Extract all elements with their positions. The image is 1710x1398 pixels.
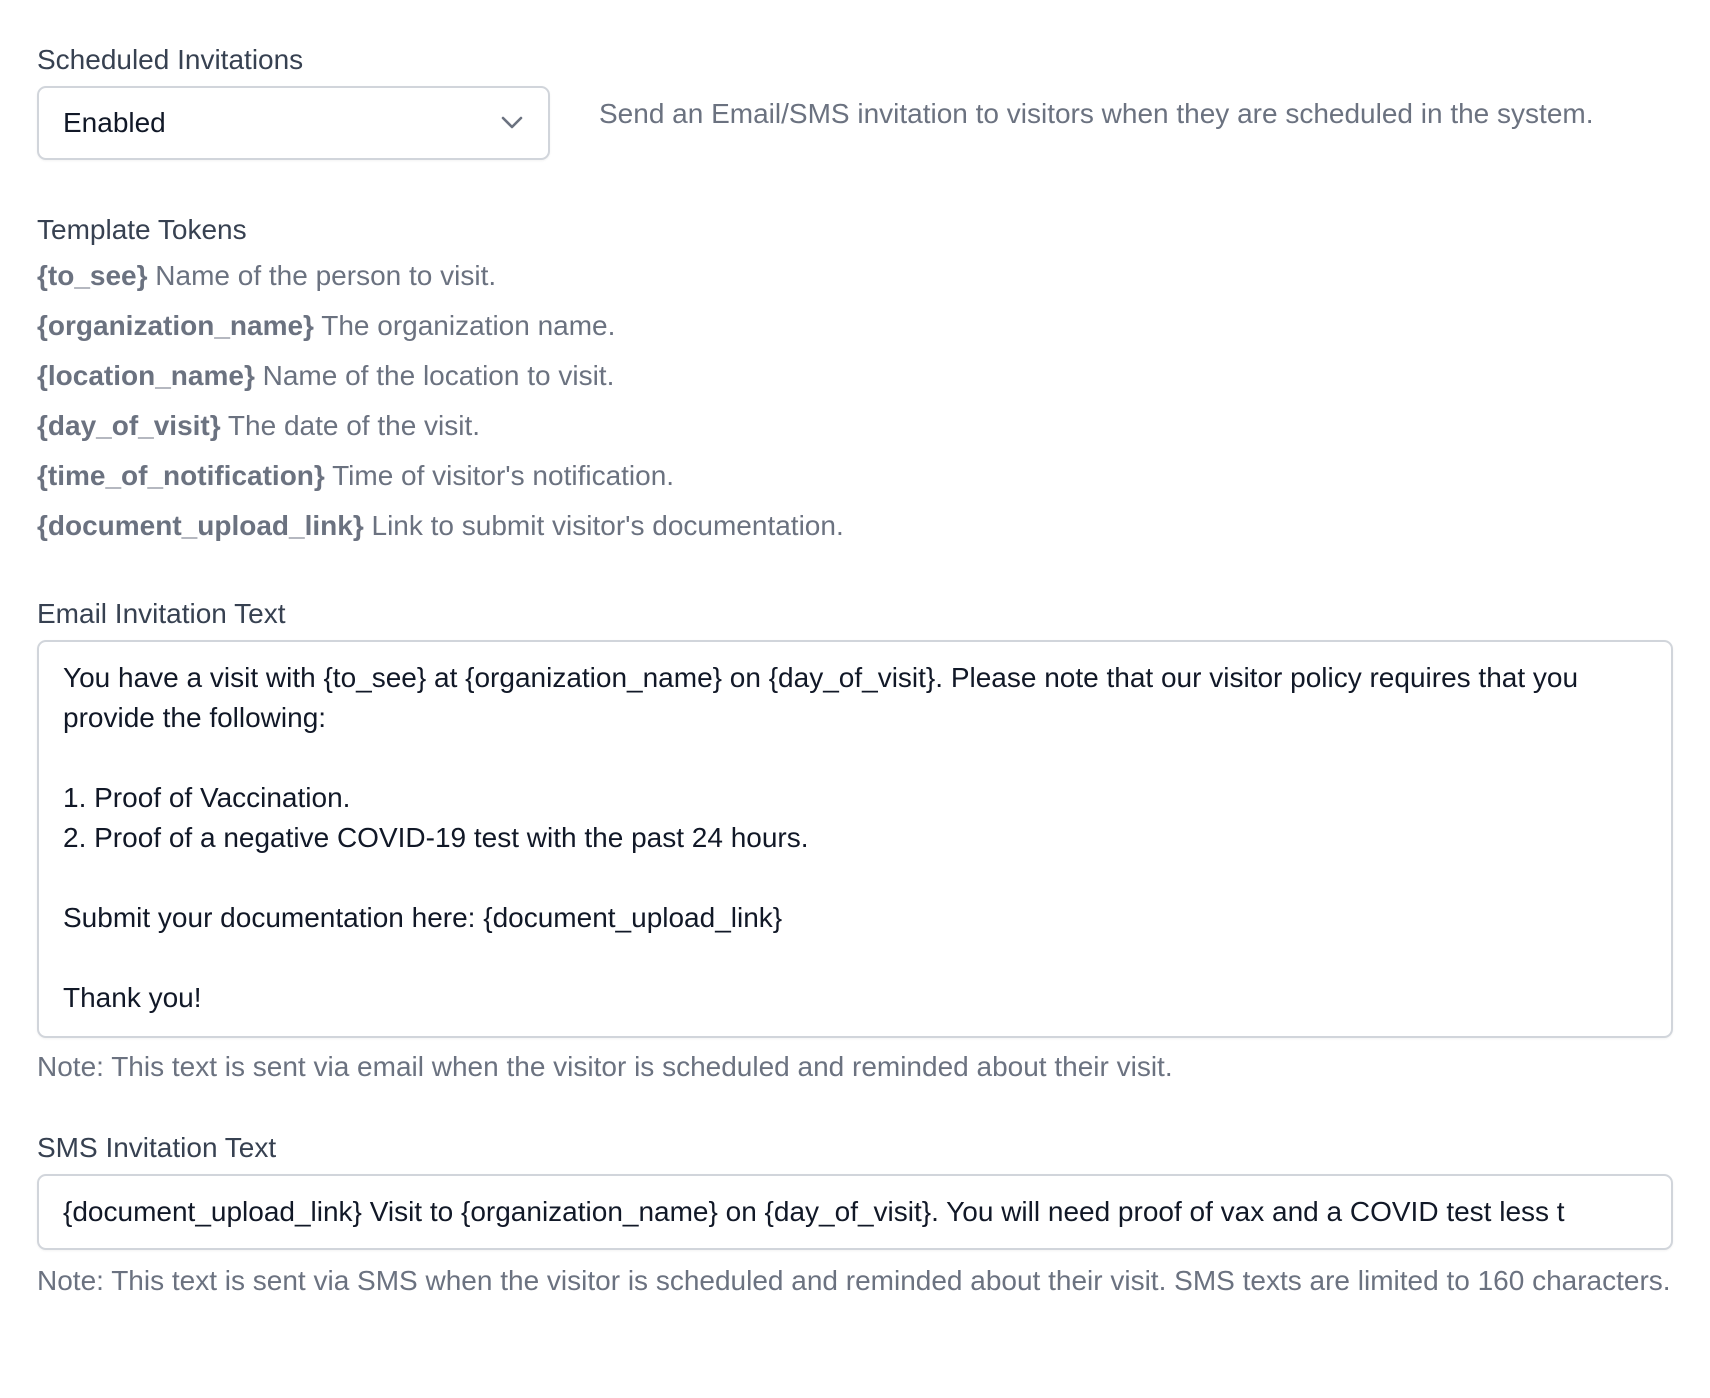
chevron-down-icon xyxy=(500,111,524,135)
token-description: Name of the person to visit. xyxy=(155,260,497,291)
token-key: {document_upload_link} xyxy=(37,510,364,541)
invitation-settings-form xyxy=(37,40,1677,1302)
sms-invitation-note: Note: This text is sent via SMS when the visitor is scheduled and reminded about their visit. SMS texts are limited to 160 characters. xyxy=(37,1265,1671,1296)
scheduled-invitations-select[interactable] xyxy=(37,86,550,160)
token-item xyxy=(37,306,1677,346)
token-key: {to_see} xyxy=(37,260,148,291)
sms-invitation-input[interactable]: {document_upload_link} Visit to {organization_name} on {day_of_visit}. You will need proof of vax and a COVID test less t xyxy=(37,1174,1673,1250)
token-key: {time_of_notification} xyxy=(37,460,325,491)
scheduled-invitations-label: Scheduled Invitations xyxy=(37,44,304,75)
token-key: {day_of_visit} xyxy=(37,410,221,441)
token-description: Time of visitor's notification. xyxy=(332,460,675,491)
token-item xyxy=(37,456,1677,496)
token-description: The organization name. xyxy=(321,310,616,341)
token-description: Link to submit visitor's documentation. xyxy=(371,510,844,541)
email-invitation-note: Note: This text is sent via email when the visitor is scheduled and reminded about their visit. xyxy=(37,1051,1173,1082)
scheduled-invitations-selected-value: Enabled xyxy=(63,107,166,138)
token-item xyxy=(37,406,1677,446)
email-invitation-textarea[interactable]: You have a visit with {to_see} at {organization_name} on {day_of_visit}. Please note that our visitor policy requires that you provide the following: 1. Proof of Vaccination. 2. Proof of a negative COVID-19 test with the past 24 hours. Submit your documentation here: {document_upload_link} Thank you! xyxy=(37,640,1673,1038)
token-key: {location_name} xyxy=(37,360,255,391)
token-key: {organization_name} xyxy=(37,310,314,341)
token-item xyxy=(37,506,1677,546)
sms-invitation-label: SMS Invitation Text xyxy=(37,1132,277,1163)
scheduled-invitations-description: Send an Email/SMS invitation to visitors when they are scheduled in the system. xyxy=(599,98,1594,129)
token-item xyxy=(37,256,1677,296)
email-invitation-label: Email Invitation Text xyxy=(37,598,286,629)
template-tokens-list xyxy=(37,256,1677,546)
token-item xyxy=(37,356,1677,396)
scheduled-invitations-row xyxy=(37,86,1677,160)
token-description: Name of the location to visit. xyxy=(262,360,615,391)
token-description: The date of the visit. xyxy=(227,410,481,441)
template-tokens-title: Template Tokens xyxy=(37,214,247,245)
